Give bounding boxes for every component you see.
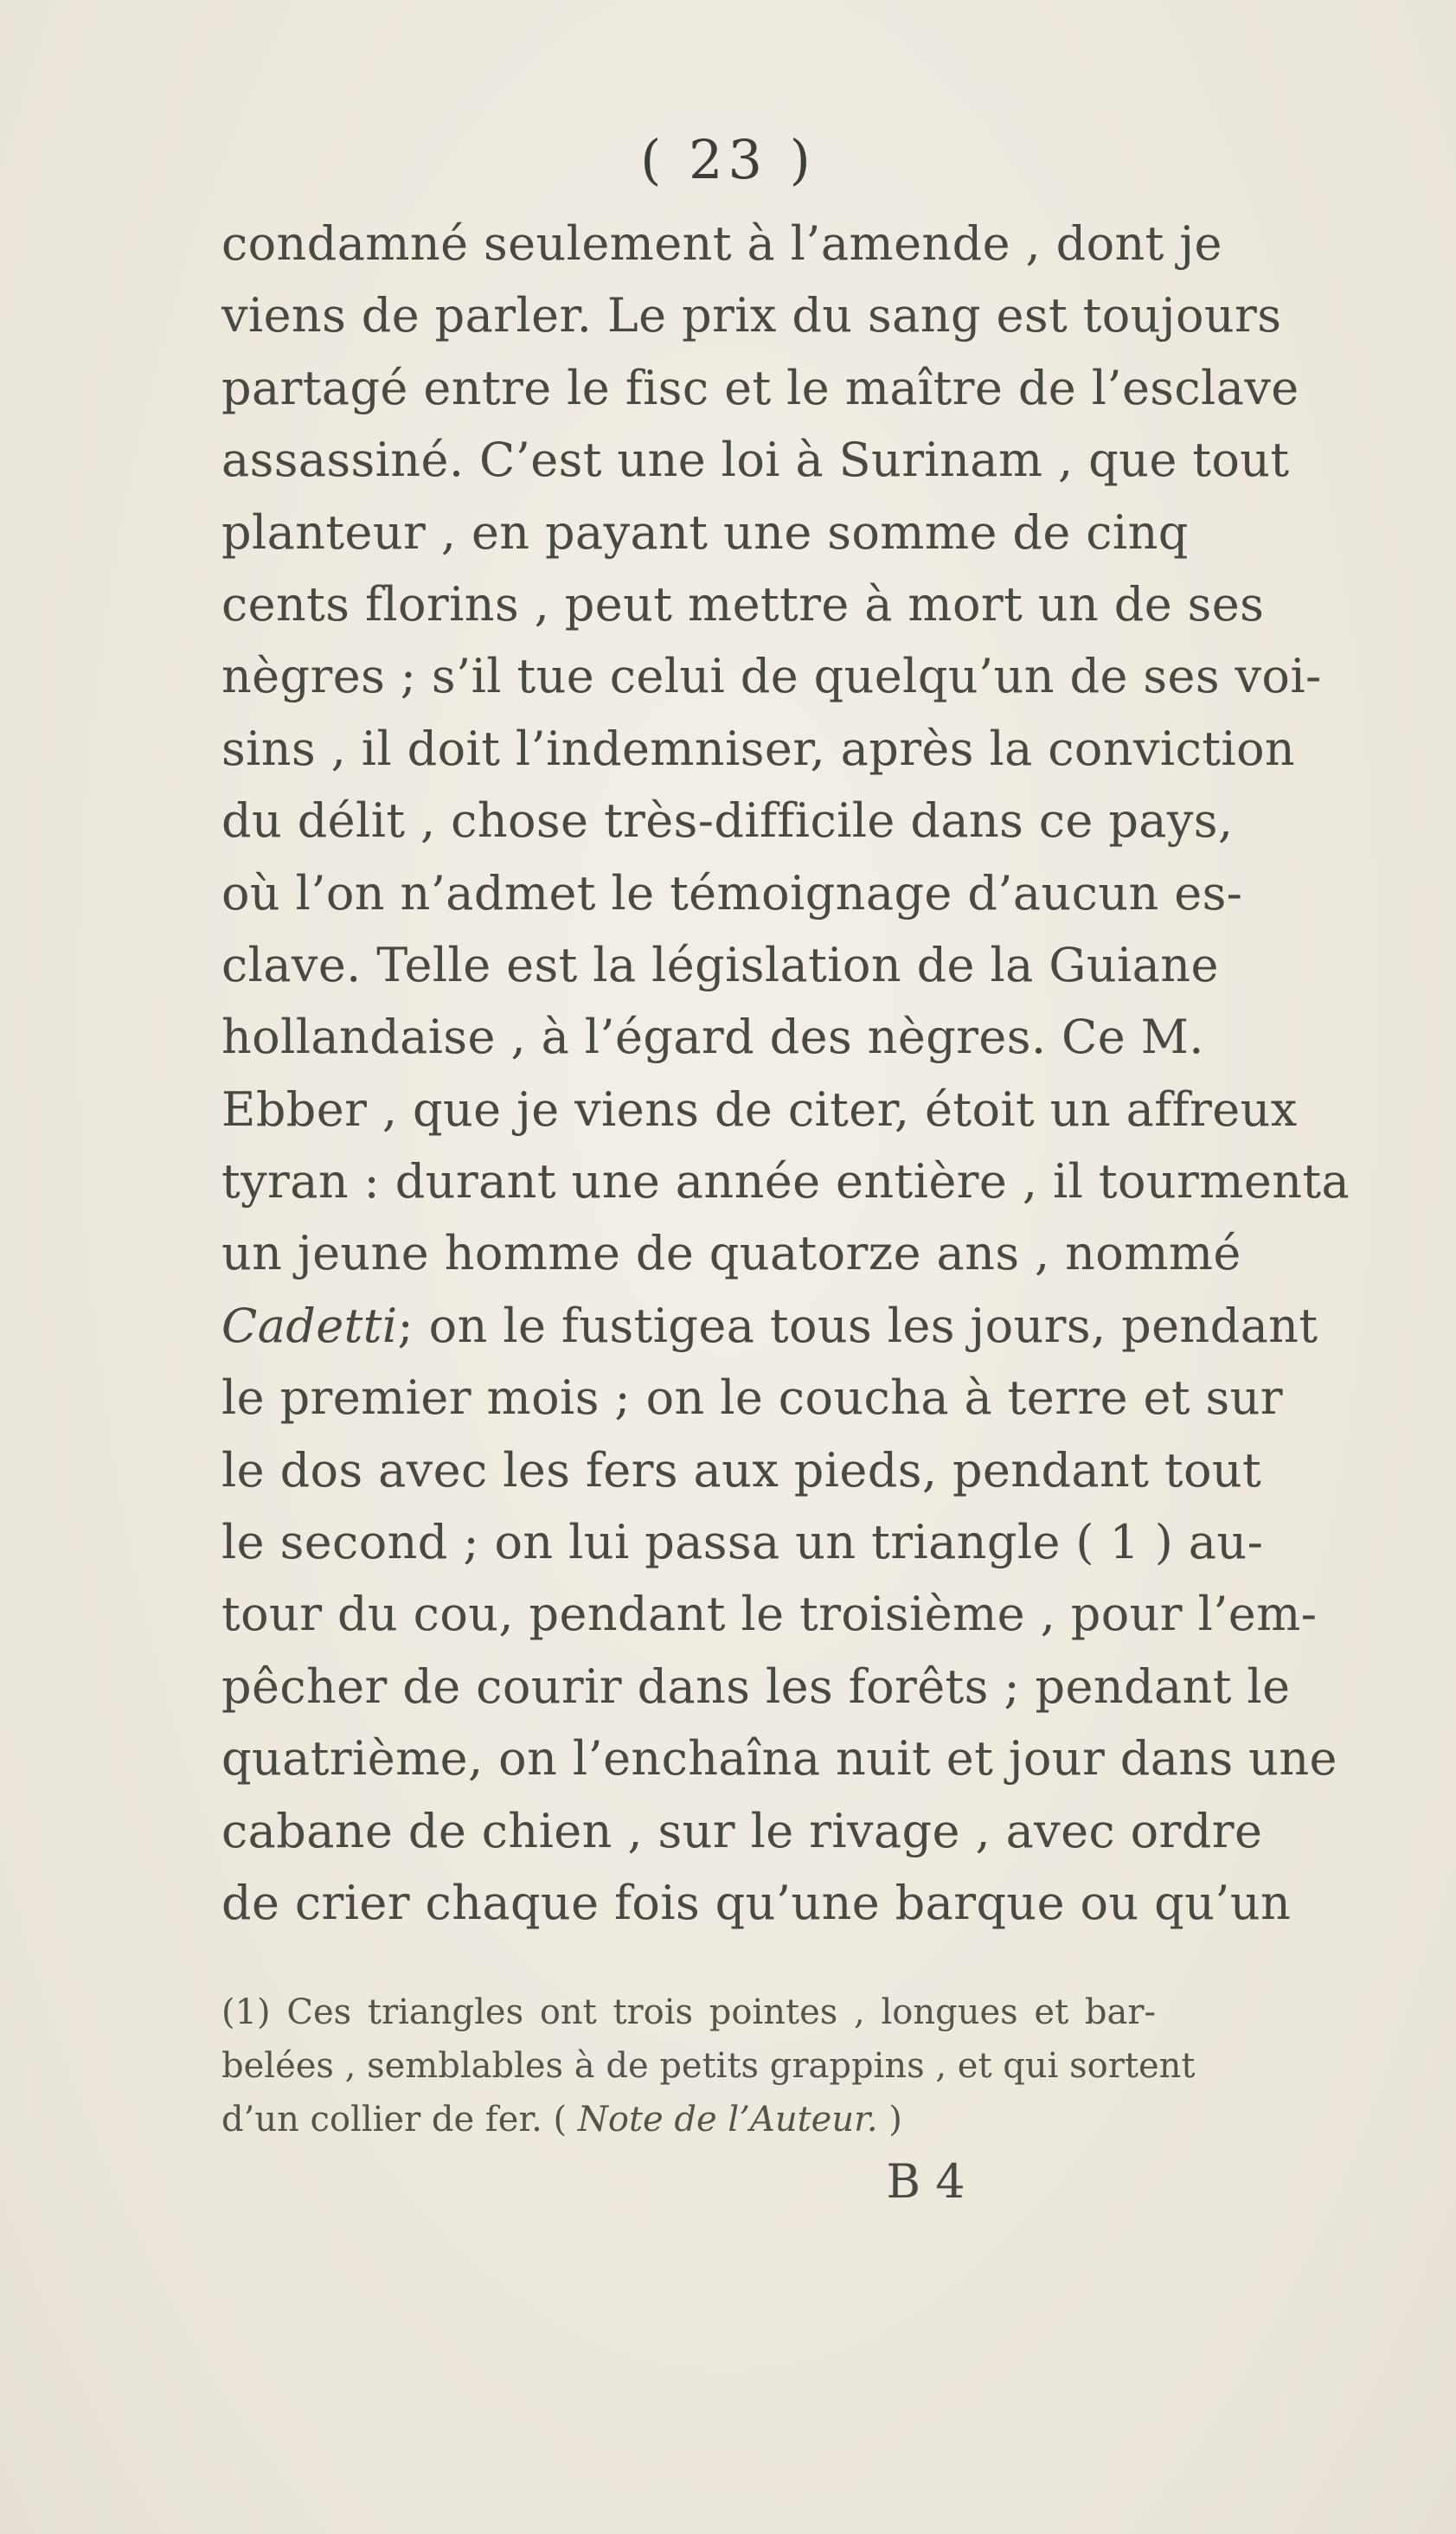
text-line: cabane de chien , sur le rivage , avec ordre <box>221 1803 1263 1858</box>
text-line: pêcher de courir dans les forêts ; pendant le <box>221 1658 1291 1714</box>
page-number: ( 23 ) <box>640 128 816 191</box>
footnote-line-start: d’un collier de fer. ( <box>221 2100 568 2139</box>
text-line: un jeune homme de quatorze ans , nommé <box>221 1226 1241 1281</box>
text-line: cents florins , peut mettre à mort un de ses <box>221 576 1265 632</box>
signature-mark: B 4 <box>886 2154 965 2209</box>
text-line: hollandaise , à l’égard des nègres. Ce M. <box>221 1010 1204 1065</box>
footnote-close: ) <box>877 2100 902 2139</box>
text-line: le second ; on lui passa un triangle ( 1 ) au- <box>221 1515 1264 1570</box>
text-line: sins , il doit l’indemniser, après la conviction <box>221 721 1296 776</box>
footnote-line: (1) Ces triangles ont trois pointes , longues et bar- <box>221 1992 1156 2032</box>
text-line-with-name <box>221 1290 1318 1362</box>
text-line: Ebber , que je viens de citer, étoit un affreux <box>221 1081 1298 1137</box>
text-line: tyran : durant une année entière , il tourmenta <box>221 1154 1350 1209</box>
text-line: le premier mois ; on le coucha à terre et sur <box>221 1370 1284 1426</box>
footnote-line: belées , semblables à de petits grappins , et qui sortent <box>221 2046 1196 2086</box>
text-line: assassiné. C’est une loi à Surinam , que tout <box>221 433 1290 488</box>
text-line: tour du cou, pendant le troisième , pour l’em- <box>221 1587 1318 1642</box>
text-line: de crier chaque fois qu’une barque ou qu’un <box>221 1875 1292 1930</box>
italic-name: Cadetti <box>221 1298 398 1353</box>
text-line: planteur , en payant une somme de cinq <box>221 504 1189 560</box>
footnote-line-last <box>221 2093 1156 2146</box>
text-line: le dos avec les fers aux pieds, pendant tout <box>221 1442 1262 1498</box>
body-text <box>221 208 1350 1939</box>
text-line: quatrième, on l’enchaîna nuit et jour dans une <box>221 1731 1337 1787</box>
text-line: clave. Telle est la législation de la Guiane <box>221 937 1219 992</box>
text-line: du délit , chose très-difficile dans ce pays, <box>221 793 1234 849</box>
text-line: partagé entre le fisc et le maître de l’esclave <box>221 360 1299 415</box>
text-line: condamné seulement à l’amende , dont je <box>221 216 1222 271</box>
text-line-rest: ; on le fustigea tous les jours, pendant <box>397 1298 1318 1353</box>
text-line: nègres ; s’il tue celui de quelqu’un de ses voi- <box>221 649 1322 704</box>
note-label: Note de l’Auteur. <box>577 2100 878 2139</box>
footnote <box>221 1986 1196 2146</box>
text-line: viens de parler. Le prix du sang est toujours <box>221 288 1282 343</box>
text-line: où l’on n’admet le témoignage d’aucun es- <box>221 865 1243 921</box>
